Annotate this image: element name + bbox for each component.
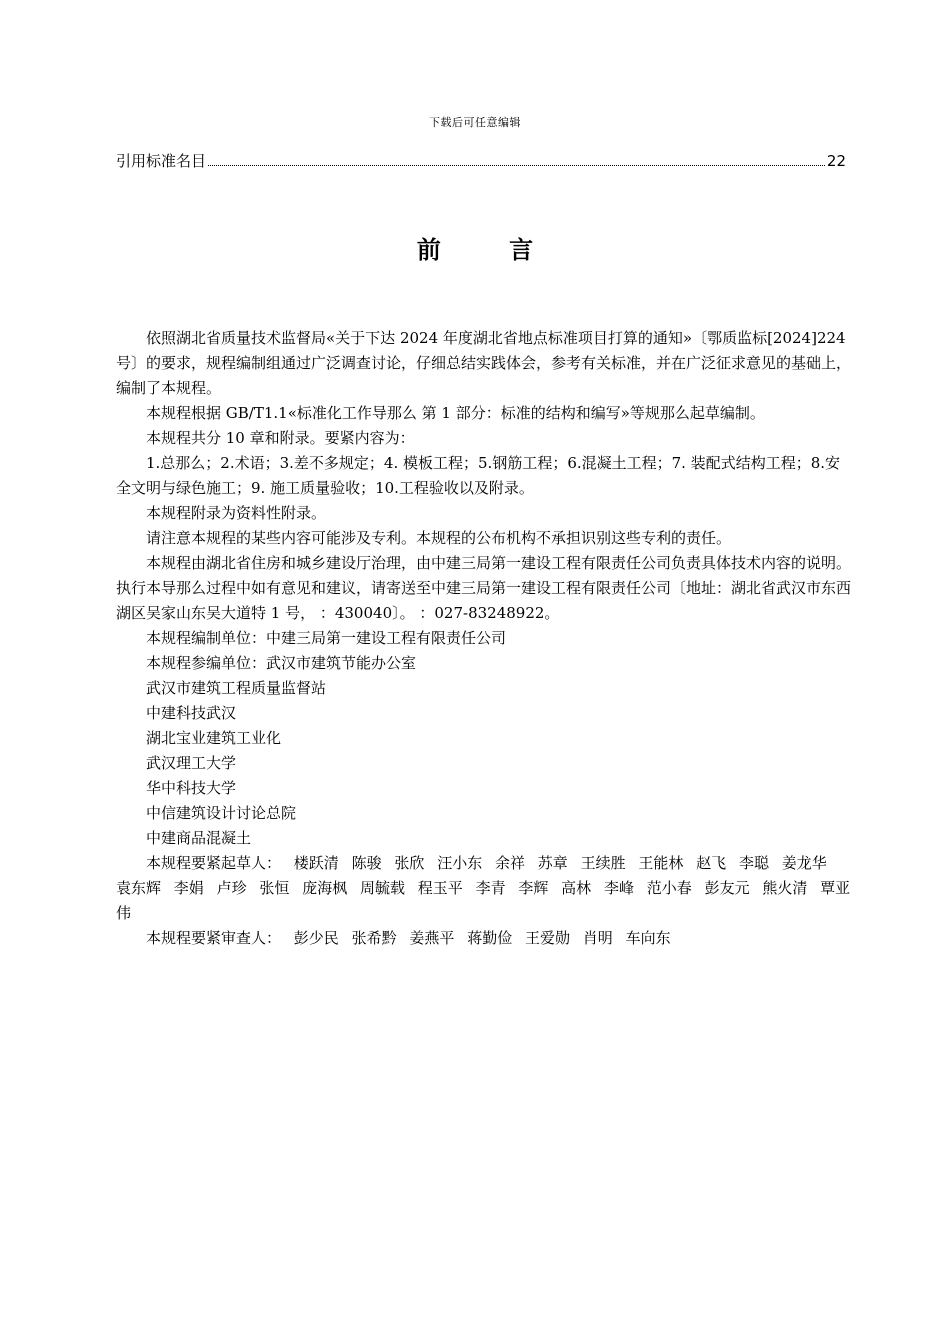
paragraph-appendix: 本规程附录为资料性附录。 [146, 504, 327, 522]
unit-item: 中建科技武汉 [146, 704, 237, 722]
drafter-name: 张恒 [259, 879, 290, 897]
paragraph-patent: 请注意本规程的某些内容可能涉及专利。本规程的公布机构不承担识别这些专利的责任。 [146, 529, 732, 547]
reviewer-name: 王爱勋 [524, 929, 570, 947]
page-header: 下载后可任意编辑 [429, 116, 521, 129]
drafter-name: 程玉平 [417, 879, 463, 897]
drafter-name: 王续胜 [580, 854, 626, 872]
toc-label: 引用标准名目 [116, 152, 207, 170]
drafter-name: 袁东辉 [116, 879, 162, 897]
reviewers-label: 本规程要紧审查人： [146, 929, 282, 947]
paragraph-editor-unit: 本规程编制单位：中建三局第一建设工程有限责任公司 [146, 629, 507, 647]
unit-item: 武汉市建筑工程质量监督站 [146, 679, 327, 697]
reviewer-name: 姜燕平 [409, 929, 455, 947]
drafter-name: 李辉 [518, 879, 549, 897]
drafter-name: 熊火清 [762, 879, 808, 897]
drafter-name: 李聪 [738, 854, 769, 872]
reviewer-name: 车向东 [625, 929, 671, 947]
drafter-name: 王能林 [638, 854, 684, 872]
paragraph-basis: 依照湖北省质量技术监督局«关于下达 2024 年度湖北省地点标准项目打算的通知»〔鄂质监标[2024]224 号〕的要求，规程编制组通过广泛调查讨论，仔细总结实践体会，参考有关标准，并在广泛征求意见的基础上，编制了本规程。 [116, 329, 852, 397]
drafters-label: 本规程要紧起草人： [146, 854, 282, 872]
paragraph-chapters: 1.总那么；2.术语；3.差不多规定；4. 模板工程；5.钢筋工程；6.混凝土工程；7. 装配式结构工程；8.安全文明与绿色施工；9. 施工质量验收；10.工程验收以及附录。 [116, 454, 841, 497]
drafter-name: 彭友元 [704, 879, 750, 897]
drafter-name: 周毓载 [359, 879, 405, 897]
unit-item: 武汉理工大学 [146, 754, 237, 772]
reviewer-name: 肖明 [582, 929, 613, 947]
drafter-name: 庞海枫 [302, 879, 348, 897]
drafter-name: 苏章 [537, 854, 568, 872]
unit-item: 湖北宝业建筑工业化 [146, 729, 282, 747]
drafter-name: 覃亚伟 [116, 879, 851, 922]
toc-leader-dots [208, 165, 825, 166]
drafter-name: 张欣 [394, 854, 425, 872]
drafter-name: 李青 [475, 879, 506, 897]
unit-item: 中信建筑设计讨论总院 [146, 804, 297, 822]
drafter-name: 李娟 [173, 879, 204, 897]
drafter-name: 陈骏 [351, 854, 382, 872]
drafter-name: 卢珍 [216, 879, 247, 897]
reviewer-name: 张希黔 [351, 929, 397, 947]
paragraph-structure: 本规程共分 10 章和附录。要紧内容为： [146, 429, 415, 447]
paragraph-contact: 本规程由湖北省住房和城乡建设厅治理，由中建三局第一建设工程有限责任公司负责具体技术内容的说明。执行本导那么过程中如有意见和建议，请寄送至中建三局第一建设工程有限责任公司〔地址：湖北省武汉市东西湖区吴家山东吴大道特 1 号， ：430040〕。 ：027-83248922。 [116, 554, 852, 622]
section-title: 前 言 [416, 235, 564, 264]
drafter-name: 汪小东 [437, 854, 483, 872]
drafter-name: 姜龙华 [781, 854, 827, 872]
drafter-name: 李峰 [603, 879, 634, 897]
unit-item: 中建商品混凝土 [146, 829, 252, 847]
document-body [116, 326, 852, 951]
unit-item: 华中科技大学 [146, 779, 237, 797]
drafter-name: 范小春 [646, 879, 692, 897]
reviewers-paragraph [116, 926, 852, 951]
drafter-name: 高林 [561, 879, 592, 897]
toc-page-number: 22 [826, 152, 846, 170]
toc-entry[interactable] [116, 150, 846, 171]
paragraph-standard: 本规程根据 GB/T1.1«标准化工作导那么 第 1 部分：标准的结构和编写»等规那么起草编制。 [146, 404, 765, 422]
reviewer-name: 蒋勤俭 [467, 929, 513, 947]
reviewer-name: 彭少民 [293, 929, 339, 947]
drafter-name: 楼跃清 [293, 854, 339, 872]
drafter-name: 余祥 [494, 854, 525, 872]
paragraph-participating-unit: 本规程参编单位：武汉市建筑节能办公室 [146, 654, 417, 672]
drafter-name: 赵飞 [696, 854, 727, 872]
drafters-paragraph [116, 851, 852, 926]
